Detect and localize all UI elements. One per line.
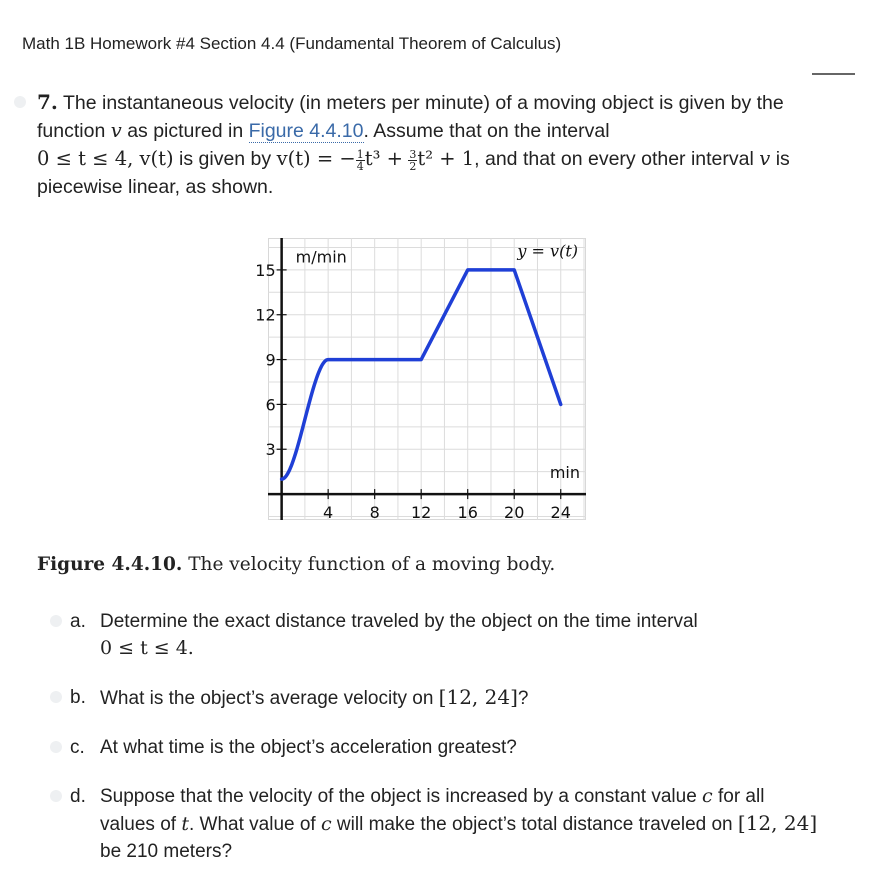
page-title: Math 1B Homework #4 Section 4.4 (Fundamental Theorem of Calculus)	[22, 34, 562, 53]
frac1-num: 1	[356, 147, 364, 161]
var-v-2: v	[759, 147, 771, 170]
fraction-three-halves	[408, 149, 417, 172]
question-text-3: . Assume that on the interval	[363, 120, 610, 142]
velocity-chart	[255, 238, 586, 523]
figure-caption	[37, 554, 555, 575]
caption-label: Figure 4.4.10.	[37, 554, 183, 575]
part-c-marker-icon	[50, 741, 62, 753]
x-tick-label: 8	[369, 503, 380, 523]
frac2-den: 2	[409, 159, 417, 173]
part-d-c1: c	[702, 785, 713, 807]
part-d-math: [12, 24]	[737, 811, 818, 835]
part-b-text: What is the object’s average velocity on	[100, 688, 434, 709]
part-d	[70, 783, 830, 865]
part-b-math: [12, 24]	[438, 685, 518, 709]
question-text-2: as pictured in	[127, 120, 244, 142]
question-text-6: is piecewise linear, as shown.	[37, 148, 790, 198]
part-a	[70, 608, 830, 662]
part-d-text-3: . What value of	[188, 814, 316, 835]
function-label: y = v(t)	[517, 241, 578, 261]
y-tick-label: 9	[265, 350, 276, 370]
part-d-text-2: for all values of	[100, 786, 765, 835]
part-d-marker-icon	[50, 790, 62, 802]
y-tick-label: 12	[255, 305, 276, 325]
question-7	[37, 88, 827, 201]
interval-math: 0 ≤ t ≤ 4, v(t)	[37, 147, 174, 170]
x-axis-label: min	[549, 463, 580, 483]
formula-lhs: v(t) = −	[276, 147, 356, 170]
y-tick-label: 3	[265, 440, 276, 460]
part-a-text: Determine the exact distance traveled by the object on the time interval	[100, 611, 698, 632]
x-tick-label: 4	[323, 503, 334, 523]
var-v: v	[110, 119, 122, 142]
part-b-tail: ?	[517, 688, 529, 709]
question-number: 7.	[37, 90, 58, 114]
part-d-t: t	[181, 813, 189, 835]
x-tick-label: 16	[457, 503, 478, 523]
part-d-label: d.	[70, 786, 86, 807]
question-text-5: , and that on every other interval	[474, 148, 754, 170]
part-d-text-4: will make the object’s total distance traveled on	[336, 814, 733, 835]
part-b-label: b.	[70, 687, 86, 708]
x-tick-label: 12	[411, 503, 432, 523]
part-b-marker-icon	[50, 691, 62, 703]
question-marker-icon	[14, 96, 26, 108]
part-a-marker-icon	[50, 615, 62, 627]
part-a-label: a.	[70, 611, 86, 632]
formula-mid: t³ +	[364, 147, 403, 170]
y-tick-label: 6	[265, 395, 276, 415]
part-d-c2: c	[320, 813, 332, 835]
fraction-one-quarter	[356, 149, 365, 172]
x-tick-label: 20	[504, 503, 525, 523]
part-c	[70, 734, 830, 761]
collapse-handle[interactable]	[812, 73, 855, 75]
formula-end: t² + 1	[417, 147, 475, 170]
figure-link[interactable]: Figure 4.4.10	[248, 120, 364, 142]
y-axis-label: m/min	[295, 247, 347, 267]
frac1-den: 4	[356, 159, 364, 173]
part-b	[70, 684, 830, 712]
part-c-label: c.	[70, 737, 85, 758]
y-tick-label: 15	[255, 260, 276, 280]
part-d-text-1: Suppose that the velocity of the object is increased by a constant value	[100, 786, 697, 807]
frac2-num: 3	[409, 147, 417, 161]
part-a-math: 0 ≤ t ≤ 4.	[100, 637, 194, 659]
question-text-1: The instantaneous velocity (in meters per minute) of a moving object is given by the function	[37, 92, 784, 142]
part-c-text: At what time is the object’s acceleration greatest?	[100, 737, 517, 758]
velocity-figure	[255, 238, 586, 523]
part-d-text-5: be 210 meters?	[100, 841, 233, 862]
x-tick-label: 24	[550, 503, 571, 523]
question-text-4: is given by	[179, 148, 272, 170]
caption-text: The velocity function of a moving body.	[188, 554, 556, 575]
